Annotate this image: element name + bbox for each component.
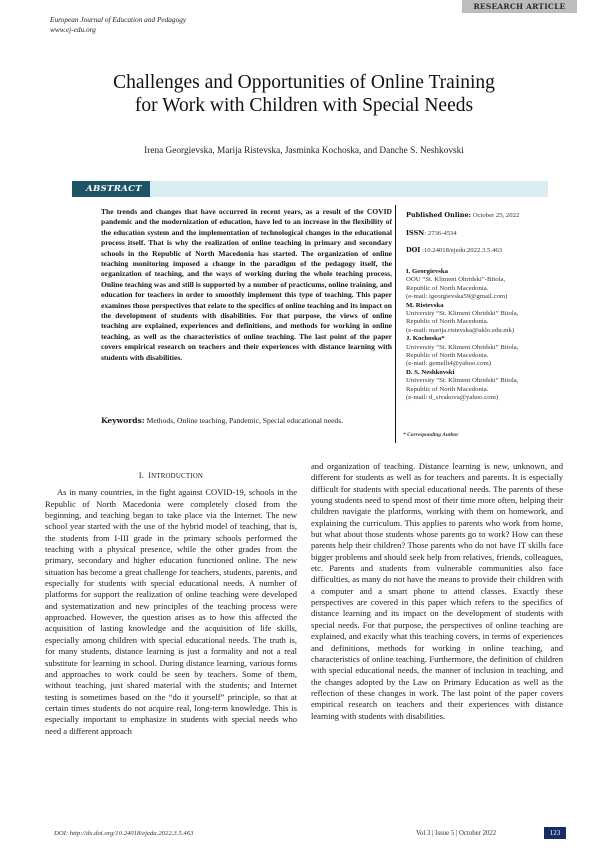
article-type-badge: RESEARCH ARTICLE xyxy=(462,0,577,13)
affiliation-item: I. Georgievska OOU “St. Kliment Ohridski”-Bitola, Republic of North Macedonia. (e-mail: igeorgievska59@gmail.com) xyxy=(406,268,576,302)
abstract-label: ABSTRACT xyxy=(72,181,150,197)
keywords-label: Keywords: xyxy=(101,416,145,425)
page-number: 123 xyxy=(544,827,566,839)
body-column-left xyxy=(45,470,297,737)
intro-paragraph-left: As in many countries, in the fight against COVID-19, schools in the Republic of North Macedonia were completely closed from the beginning, and teaching began to take place via the Internet. The new school year started with the use of the hybrid model of teaching, that is, the students from I-III grade in the primary schools performed the teaching with a physical presence, while the other grades from the primary, secondary and higher education functioned online. The new situation has become a great challenge for teachers, students, parents, and especially for students with special educational needs. A number of platforms for support the realization of online teaching were developed and systematization and new principles of the teaching process were approached. However, the question arises as to how this affected the acquisition of lasting knowledge and the acquisition of life skills, especially among children with special educational needs. The truth is, for many students, distance learning is just a formality and not a real substitute for learning in school. During distance learning, various forms and approaches to work could be seen by teachers. Some of them, without teaching, just shared material with the students; and Internet testing is sometimes based on the “do it yourself” principle, so that at certain times students do not acquire real, long-term knowledge. This is especially important to emphasize in students with special needs who need a different approach xyxy=(45,487,297,736)
body-column-right xyxy=(311,461,563,722)
keywords xyxy=(101,416,392,426)
article-title xyxy=(60,71,548,117)
doi: DOI :10.24018/ejedu.2022.3.5.463 xyxy=(406,246,503,255)
affiliation-item: J. Kochoska* University “St. Kliment Ohridski” Bitola, Republic of North Macedonia. (e-mail: gemelli4@yahoo.com) xyxy=(406,335,576,369)
published-online: Published Online: October 25, 2022 xyxy=(406,211,520,219)
journal-name: European Journal of Education and Pedagogy xyxy=(50,15,187,24)
abstract-text: The trends and changes that have occurred in recent years, as a result of the COVID pandemic and the modernization of education, have led to an increase in the flexibility of the education system and the implementation of technological changes in the educational process itself. That is why the realization of online teaching in primary and secondary schools in the Republic of North Macedonia has started. The organization of online teaching monitoring imposed a change in the paradigm of the pedagogy itself, the organization of teaching, and the ways of working during the whole teaching process. Online teaching was and still is supported by a number of practicums, online training, and education for teachers in order to smoothly implement this type of teaching. This paper examines those perspectives that relate to the specifics of online teaching and its impact on the development of students with disabilities. For that purpose, the views of online teaching are explained, experiences and definitions, and methods for working in online teaching, as well as the characteristics of online teaching. The last point of the paper covers empirical research on teachers and their experiences with distance learning with students with disabilities. xyxy=(101,207,392,362)
footer-volume-issue: Vol 3 | Issue 5 | October 2022 xyxy=(416,830,497,837)
footer-doi-link[interactable]: DOI: http://dx.doi.org/10.24018/ejedu.2022.3.5.463 xyxy=(54,830,194,837)
author-email[interactable]: (e-mail: marija.ristevska@uklo.edu.mk) xyxy=(406,326,515,334)
issn: ISSN: 2736-4534 xyxy=(406,228,457,237)
doi-link[interactable]: :10.24018/ejedu.2022.3.5.463 xyxy=(422,247,503,255)
author-email[interactable]: (e-mail: igeorgievska59@gmail.com) xyxy=(406,293,508,301)
section-heading-introduction: I. INTRODUCTION xyxy=(138,471,204,480)
keywords-list: Methods, Online teaching, Pandemic, Special educational needs. xyxy=(146,416,344,425)
column-divider xyxy=(395,205,396,443)
corresponding-author-note: * Corresponding Author xyxy=(403,432,459,438)
affiliation-item: D. S. Neshkovski University “St. Kliment Ohridski” Bitola, Republic of North Macedonia. (e-mail: d_sivakova@yahoo.com) xyxy=(406,369,576,403)
author-affiliations xyxy=(406,268,576,403)
title-line-1: Challenges and Opportunities of Online Training xyxy=(113,72,495,93)
journal-header xyxy=(50,15,186,35)
author-email[interactable]: (e-mail: d_sivakova@yahoo.com) xyxy=(406,394,499,402)
affiliation-item: M. Ristevska University “St. Kliment Ohridski” Bitola, Republic of North Macedonia. (e-mail: marija.ristevska@uklo.edu.mk) xyxy=(406,302,576,336)
author-list: Irena Georgievska, Marija Ristevska, Jasminka Kochoska, and Danche S. Neshkovski xyxy=(144,146,464,156)
author-email[interactable]: (e-mail: gemelli4@yahoo.com) xyxy=(406,360,491,368)
journal-url[interactable]: www.ej-edu.org xyxy=(50,25,96,34)
intro-paragraph-right: and organization of teaching. Distance learning is new, unknown, and different for students as well as for teachers and parents. It is especially difficult for students with special educational needs. The parents of these young students need to spend most of their time more often, helping their children navigate the platforms, working with them on homework, and explaining the curriculum. This applies to parents who work from home, but what about those students whose parents go to work? How can these parents help their children? Those parents who do not have IT skills face bigger problems and should seek help from relatives, friends, colleagues, etc. Parents and students from vulnerable communities also face difficulties, as many do not have the means to provide their children with a computer and a smart phone to attend classes. Exactly these perspectives are covered in this paper which refers to the specifics of distance learning and its impact on the development of students with special needs. For that purpose, the perspectives of online teaching are explained, and exactly what this teaching covers, in terms of experiences and definitions, methods for working in online teaching, and characteristics of online teaching. Furthermore, the definition of children with special educational needs, the manner of inclusion in teaching, and the changes adopted by the Law on Primary Education as well as the reflection of these changes in work. The last point of the paper covers empirical research on teachers and their experiences with distance learning with students with disabilities. xyxy=(311,461,563,721)
title-line-2: for Work with Children with Special Needs xyxy=(134,95,474,116)
publication-meta xyxy=(406,211,576,264)
